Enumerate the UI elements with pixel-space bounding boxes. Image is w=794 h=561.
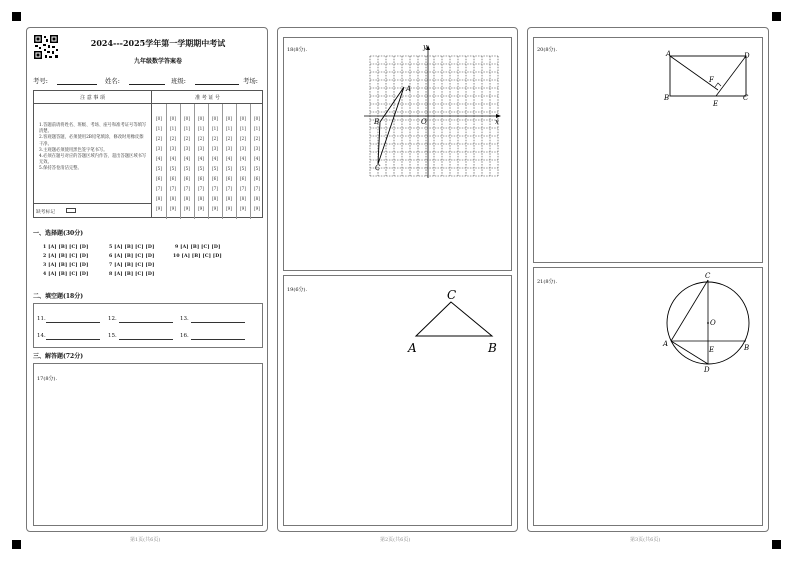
exam-id-bubble[interactable]: [5]: [184, 166, 190, 171]
question-label-18: 18(8分).: [287, 47, 308, 53]
exam-id-bubble[interactable]: [1]: [240, 126, 246, 131]
rect-e-label: E: [713, 100, 719, 108]
notice-item: 1.答题前请将姓名、班级、考场、座号和准考证号等填写清楚。: [39, 123, 147, 135]
exam-id-bubble[interactable]: [0]: [156, 116, 162, 121]
name-label: 姓名:: [105, 77, 120, 85]
exam-id-bubble[interactable]: [7]: [254, 186, 260, 191]
exam-id-bubble[interactable]: [4]: [226, 156, 232, 161]
question-label-17: 17(8分).: [37, 376, 58, 382]
exam-id-bubble[interactable]: [2]: [240, 136, 246, 141]
exam-id-title: 准 考 证 号: [195, 95, 220, 101]
exam-id-bubble[interactable]: [5]: [170, 166, 176, 171]
exam-id-bubble[interactable]: [1]: [212, 126, 218, 131]
exam-id-bubble[interactable]: [9]: [240, 206, 246, 211]
circle-b-label: B: [744, 344, 750, 352]
corner-marker-bottom-left: [12, 540, 21, 549]
fill-label-16: 16.: [180, 333, 189, 339]
exam-id-bubble[interactable]: [0]: [240, 116, 246, 121]
circle-d-label: D: [704, 366, 710, 374]
fill-answer-box: [33, 303, 263, 348]
choice-row-1-col-2[interactable]: 5 [A] [B] [C] [D]: [109, 245, 155, 250]
divider: [34, 103, 262, 104]
exam-room-label: 考场:: [243, 77, 258, 85]
notice-item: 4.必须在题号对应的答题区域内作答，超出答题区域书写无效。: [39, 154, 147, 166]
exam-id-bubble[interactable]: [5]: [156, 166, 162, 171]
exam-id-bubble[interactable]: [0]: [198, 116, 204, 121]
exam-id-bubble[interactable]: [5]: [254, 166, 260, 171]
circle-o-label: O: [710, 319, 716, 327]
notice-and-id-box: [33, 90, 263, 218]
exam-id-bubble[interactable]: [9]: [184, 206, 190, 211]
exam-id-bubble[interactable]: [6]: [240, 176, 246, 181]
circle-c-label: C: [705, 272, 711, 280]
name-field[interactable]: [129, 84, 165, 85]
exam-id-bubble[interactable]: [3]: [156, 146, 162, 151]
segment-ad: [671, 341, 708, 364]
segment-ac: [671, 280, 708, 341]
divider: [194, 104, 195, 219]
exam-id-bubble[interactable]: [3]: [198, 146, 204, 151]
exam-id-bubble[interactable]: [5]: [198, 166, 204, 171]
vertex-c-label: C: [375, 164, 381, 172]
fill-label-15: 15.: [108, 333, 117, 339]
exam-id-bubble[interactable]: [5]: [226, 166, 232, 171]
circle-a-label: A: [663, 340, 669, 348]
exam-id-bubble[interactable]: [1]: [254, 126, 260, 131]
exam-id-bubble[interactable]: [8]: [170, 196, 176, 201]
exam-subtitle: 九年级数学答案卷: [133, 58, 182, 65]
divider: [34, 203, 151, 204]
notice-item: 5.保持答卷清洁完整。: [39, 166, 82, 172]
exam-id-bubble[interactable]: [1]: [184, 126, 190, 131]
class-field[interactable]: [195, 84, 239, 85]
exam-number-field[interactable]: [57, 84, 97, 85]
vertex-b-label: B: [488, 341, 497, 355]
exam-id-bubble[interactable]: [2]: [170, 136, 176, 141]
triangle-figure: [400, 285, 510, 355]
fill-answer-16[interactable]: [191, 339, 245, 340]
exam-id-bubble[interactable]: [0]: [226, 116, 232, 121]
circle-figure: [660, 268, 760, 378]
fill-label-11: 11.: [37, 316, 46, 322]
exam-id-bubble[interactable]: [9]: [212, 206, 218, 211]
y-axis-label: y: [423, 43, 427, 51]
exam-id-bubble[interactable]: [8]: [156, 196, 162, 201]
exam-id-bubble[interactable]: [8]: [212, 196, 218, 201]
exam-id-bubble[interactable]: [3]: [254, 146, 260, 151]
exam-id-bubble[interactable]: [8]: [240, 196, 246, 201]
exam-id-bubble[interactable]: [0]: [254, 116, 260, 121]
exam-title: 2024---2025学年第一学期期中考试: [90, 38, 226, 48]
exam-id-bubble[interactable]: [2]: [254, 136, 260, 141]
exam-id-bubble[interactable]: [7]: [156, 186, 162, 191]
exam-id-bubble[interactable]: [7]: [226, 186, 232, 191]
exam-id-bubble[interactable]: [6]: [212, 176, 218, 181]
vertex-a-label: A: [408, 341, 417, 355]
question-label-20: 20(8分).: [537, 47, 558, 53]
divider: [180, 104, 181, 219]
exam-id-bubble[interactable]: [7]: [184, 186, 190, 191]
page-footer-3: 第3页(共6页): [630, 537, 661, 543]
exam-id-bubble[interactable]: [7]: [170, 186, 176, 191]
divider: [208, 104, 209, 219]
exam-id-bubble[interactable]: [6]: [198, 176, 204, 181]
exam-id-bubble[interactable]: [2]: [212, 136, 218, 141]
choice-row-4-col-1[interactable]: 4 [A] [B] [C] [D]: [43, 272, 89, 277]
exam-id-bubble[interactable]: [7]: [240, 186, 246, 191]
exam-number-label: 考号:: [33, 77, 48, 85]
choice-row-1-col-3[interactable]: 9 [A] [B] [C] [D]: [175, 245, 221, 250]
class-label: 班级:: [171, 77, 186, 85]
rect-c-label: C: [743, 94, 749, 102]
exam-id-bubble[interactable]: [5]: [212, 166, 218, 171]
exam-id-bubble[interactable]: [2]: [226, 136, 232, 141]
exam-id-bubble[interactable]: [2]: [156, 136, 162, 141]
fill-label-14: 14.: [37, 333, 46, 339]
exam-id-bubble[interactable]: [9]: [226, 206, 232, 211]
fill-label-13: 13.: [180, 316, 189, 322]
vertex-b-label: B: [374, 118, 380, 126]
absent-mark-label: 缺考标记: [36, 210, 56, 215]
exam-id-bubble[interactable]: [7]: [198, 186, 204, 191]
exam-id-bubble[interactable]: [1]: [170, 126, 176, 131]
exam-id-bubble[interactable]: [6]: [226, 176, 232, 181]
segment-de: [716, 56, 746, 96]
exam-id-bubble[interactable]: [6]: [156, 176, 162, 181]
rect-b-label: B: [664, 94, 670, 102]
exam-id-bubble[interactable]: [8]: [198, 196, 204, 201]
choice-row-3-col-2[interactable]: 7 [A] [B] [C] [D]: [109, 263, 155, 268]
question-label-19: 19(6分).: [287, 287, 308, 293]
choice-row-2-col-3[interactable]: 10 [A] [B] [C] [D]: [173, 254, 222, 259]
exam-id-bubble[interactable]: [0]: [212, 116, 218, 121]
exam-id-bubble[interactable]: [8]: [254, 196, 260, 201]
rect-f-label: F: [709, 76, 714, 84]
section-answer-heading: 三、解答题(72分): [33, 353, 84, 360]
exam-id-bubble[interactable]: [3]: [170, 146, 176, 151]
exam-id-bubble[interactable]: [7]: [212, 186, 218, 191]
triangle-abc: [378, 87, 404, 164]
exam-id-bubble[interactable]: [2]: [198, 136, 204, 141]
exam-id-bubble[interactable]: [1]: [198, 126, 204, 131]
exam-id-bubble[interactable]: [3]: [184, 146, 190, 151]
exam-id-bubble[interactable]: [1]: [156, 126, 162, 131]
answer-box-q17[interactable]: [33, 363, 263, 526]
notice-item: 2.客观题答题，必须使用2B铅笔填涂，修改时用橡皮擦干净。: [39, 135, 144, 147]
circle-e-label: E: [709, 346, 715, 354]
rectangle-abcd: [670, 56, 746, 96]
fill-answer-13[interactable]: [191, 322, 245, 323]
qr-code-icon: [33, 34, 59, 60]
choice-row-1-col-1[interactable]: 1 [A] [B] [C] [D]: [43, 245, 89, 250]
rect-d-label: D: [744, 52, 750, 60]
page-footer-1: 第1页(共6页): [130, 537, 161, 543]
divider: [166, 104, 167, 219]
fill-answer-14[interactable]: [46, 339, 100, 340]
question-label-21: 21(8分).: [537, 279, 558, 285]
divider: [236, 104, 237, 219]
notice-title: 注 意 事 项: [80, 95, 105, 101]
choice-row-2-col-1[interactable]: 2 [A] [B] [C] [D]: [43, 254, 89, 259]
x-axis-label: x: [495, 118, 499, 126]
exam-id-bubble[interactable]: [4]: [212, 156, 218, 161]
exam-id-bubble[interactable]: [3]: [240, 146, 246, 151]
fill-answer-12[interactable]: [119, 322, 173, 323]
absent-mark-checkbox[interactable]: [66, 208, 76, 213]
fill-label-12: 12.: [108, 316, 117, 322]
exam-id-bubble[interactable]: [0]: [170, 116, 176, 121]
exam-id-bubble[interactable]: [6]: [254, 176, 260, 181]
rectangle-figure: [660, 48, 760, 110]
vertex-c-label: C: [447, 288, 457, 302]
section-fill-heading: 二、填空题(18分): [33, 293, 84, 300]
triangle-abc: [416, 302, 492, 336]
rect-a-label: A: [666, 50, 672, 58]
exam-id-bubble[interactable]: [9]: [156, 206, 162, 211]
exam-id-bubble[interactable]: [8]: [226, 196, 232, 201]
exam-id-bubble[interactable]: [4]: [184, 156, 190, 161]
corner-marker-top-left: [12, 12, 21, 21]
exam-id-bubble[interactable]: [9]: [198, 206, 204, 211]
exam-id-bubble[interactable]: [4]: [240, 156, 246, 161]
exam-id-bubble[interactable]: [8]: [184, 196, 190, 201]
exam-id-bubble[interactable]: [2]: [184, 136, 190, 141]
exam-id-bubble[interactable]: [4]: [156, 156, 162, 161]
vertex-a-label: A: [406, 85, 412, 93]
corner-marker-bottom-right: [772, 540, 781, 549]
coordinate-grid-figure: [360, 42, 505, 180]
choice-row-3-col-1[interactable]: 3 [A] [B] [C] [D]: [43, 263, 89, 268]
exam-id-bubble[interactable]: [9]: [254, 206, 260, 211]
origin-label: O: [421, 118, 427, 126]
exam-id-bubble[interactable]: [6]: [184, 176, 190, 181]
exam-id-bubble[interactable]: [9]: [170, 206, 176, 211]
exam-id-bubble[interactable]: [6]: [170, 176, 176, 181]
choice-row-2-col-2[interactable]: 6 [A] [B] [C] [D]: [109, 254, 155, 259]
segment-af: [670, 56, 718, 90]
right-angle-mark-icon: [715, 83, 721, 87]
fill-answer-15[interactable]: [119, 339, 173, 340]
page-footer-2: 第2页(共6页): [380, 537, 411, 543]
exam-id-bubble[interactable]: [3]: [212, 146, 218, 151]
fill-answer-11[interactable]: [46, 322, 100, 323]
center-point: [707, 322, 709, 324]
divider: [222, 104, 223, 219]
section-choice-heading: 一、选择题(30分): [33, 230, 84, 237]
exam-id-bubble[interactable]: [3]: [226, 146, 232, 151]
notice-item: 3.主观题必须使用黑色签字笔书写。: [39, 147, 108, 153]
exam-id-bubble[interactable]: [4]: [170, 156, 176, 161]
exam-id-bubble[interactable]: [4]: [254, 156, 260, 161]
exam-id-bubble[interactable]: [4]: [198, 156, 204, 161]
corner-marker-top-right: [772, 12, 781, 21]
student-info-row: [33, 76, 265, 86]
exam-id-bubble[interactable]: [5]: [240, 166, 246, 171]
divider: [250, 104, 251, 219]
exam-id-bubble[interactable]: [0]: [184, 116, 190, 121]
choice-row-4-col-2[interactable]: 8 [A] [B] [C] [D]: [109, 272, 155, 277]
notice-list: [39, 123, 147, 173]
exam-id-bubble[interactable]: [1]: [226, 126, 232, 131]
